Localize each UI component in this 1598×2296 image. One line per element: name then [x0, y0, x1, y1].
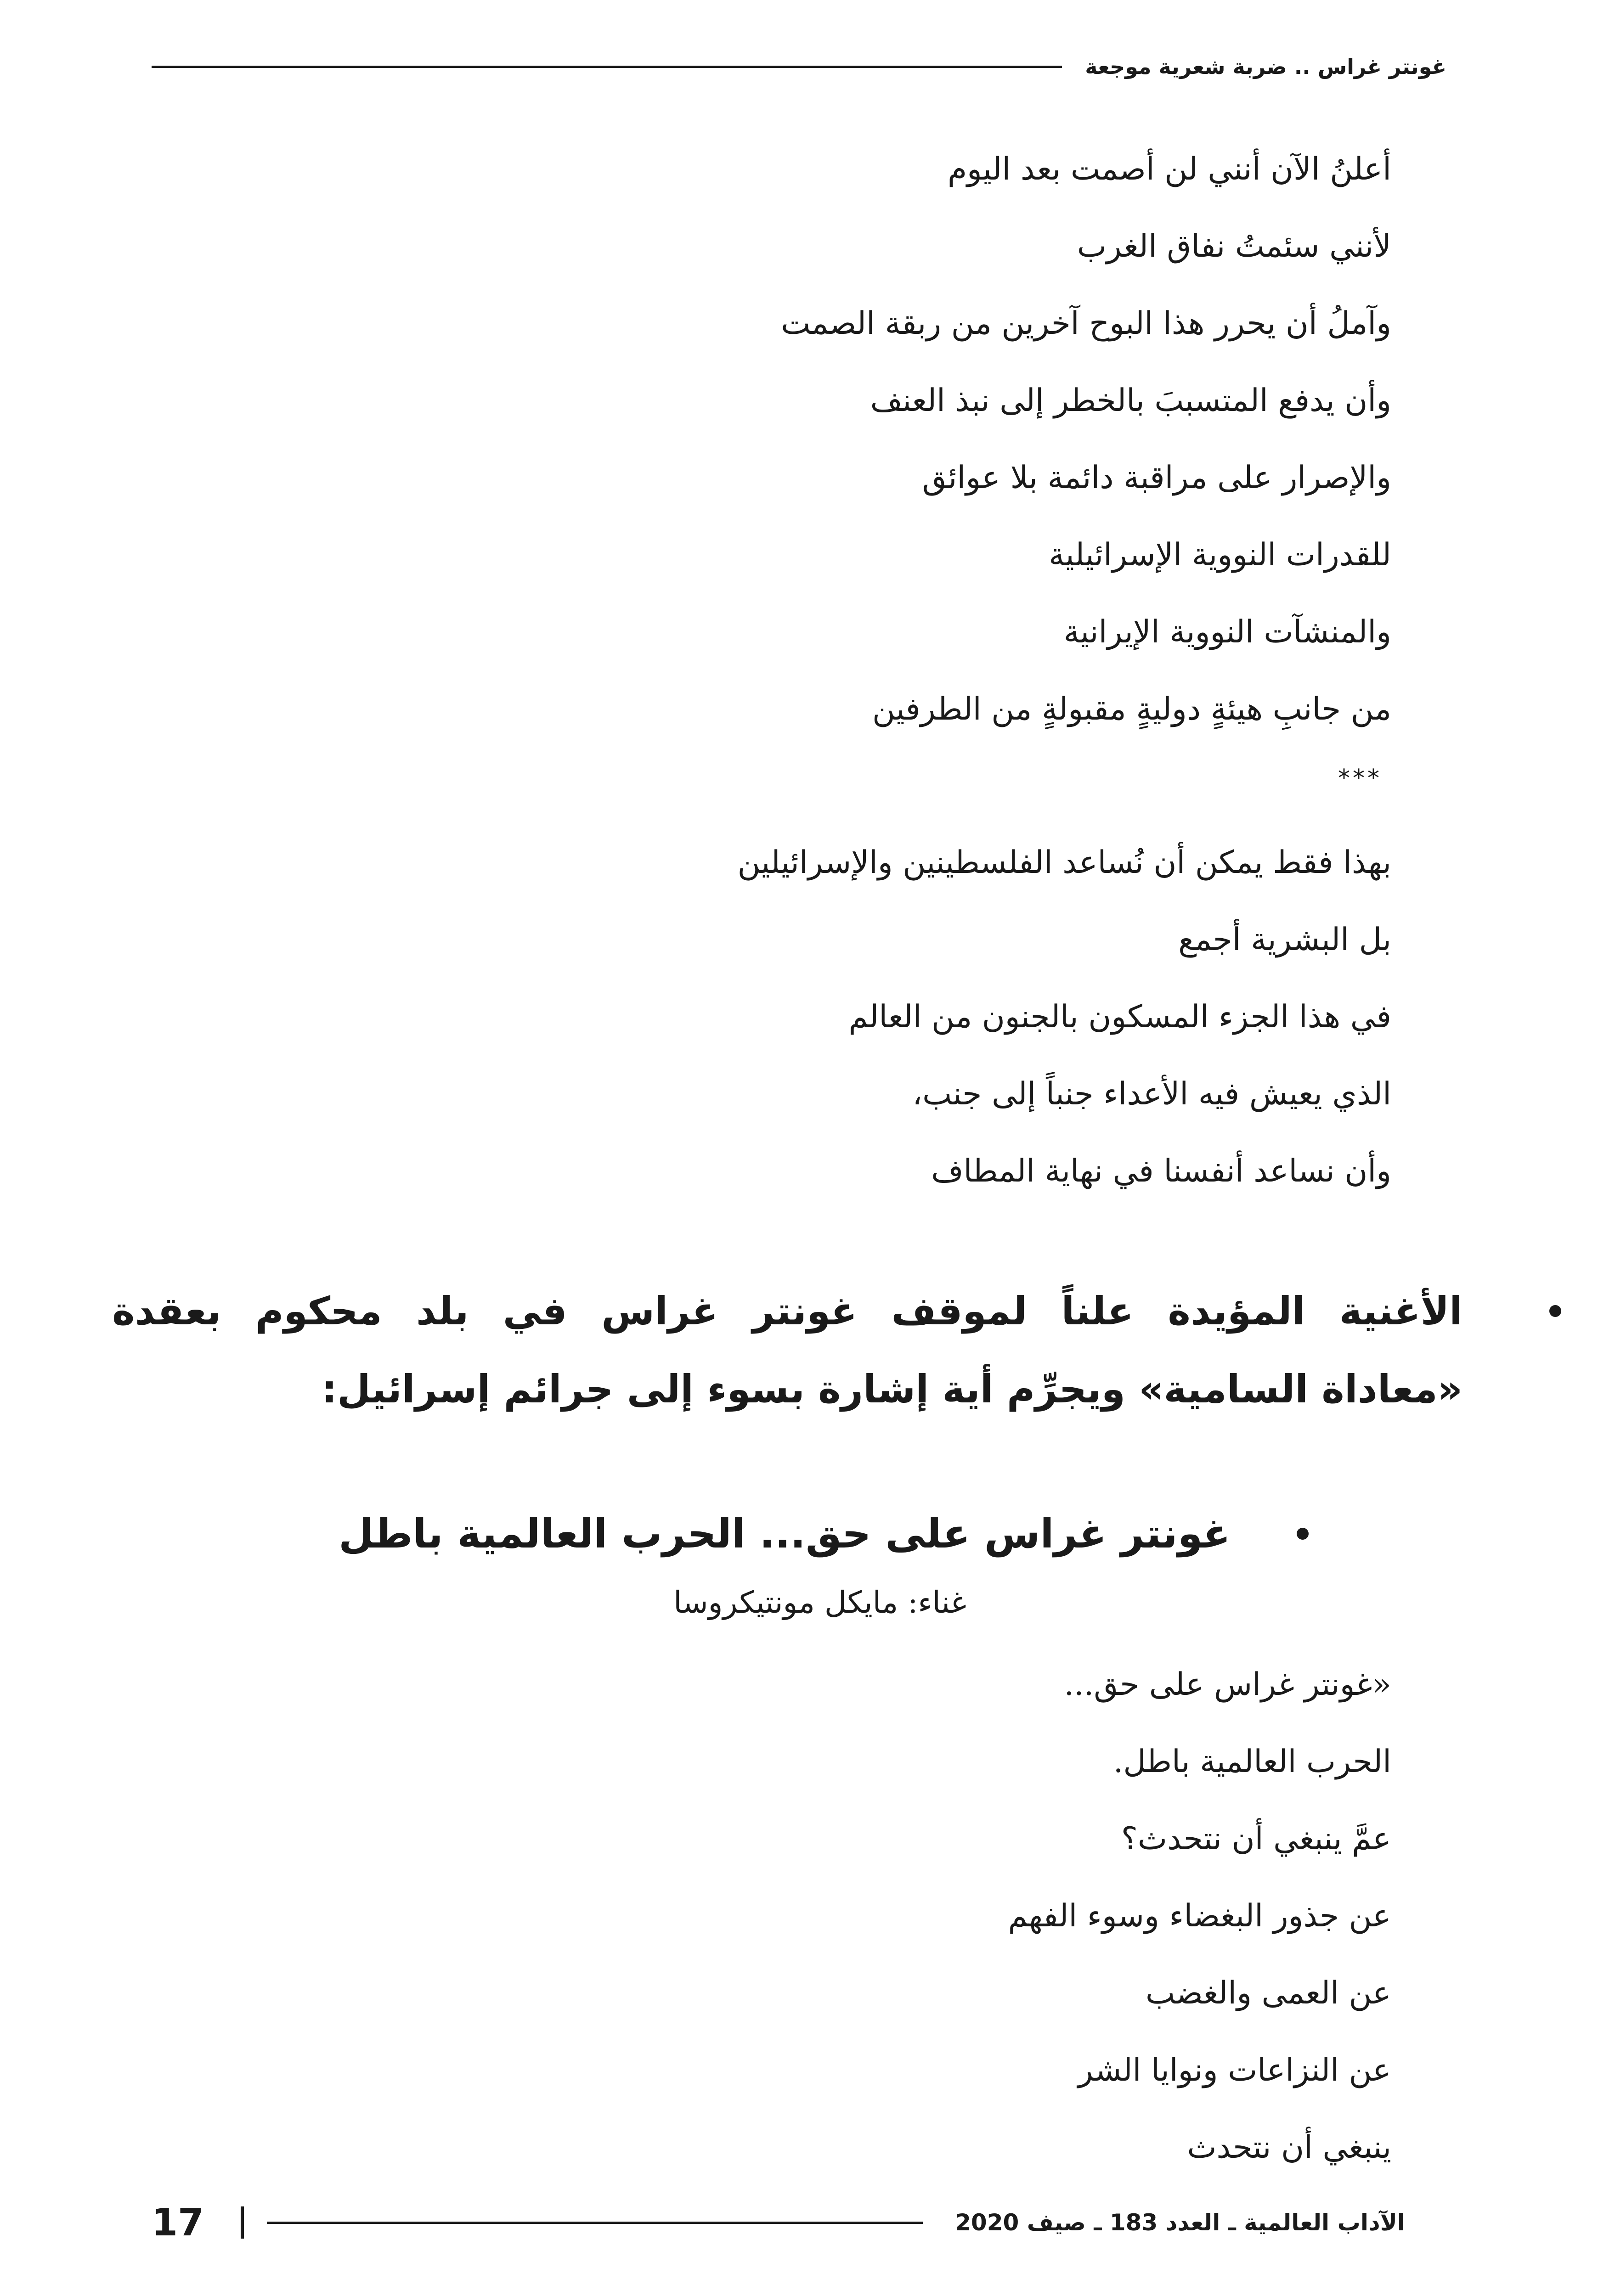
running-header — [152, 48, 1446, 85]
song-singer: غناء: مايكل مونتيكروسا — [673, 1585, 966, 1620]
heading-word: علناً — [1061, 1289, 1134, 1334]
lyric-line: ينبغي أن نتحدث — [1187, 2129, 1391, 2166]
poem-line: والمنشآت النووية الإيرانية — [1063, 614, 1391, 650]
poem-line: للقدرات النووية الإسرائيلية — [1049, 537, 1391, 573]
heading-word: غراس — [601, 1289, 718, 1334]
heading-word: المؤيدة — [1168, 1289, 1305, 1334]
lyric-line: عن النزاعات ونوايا الشر — [1078, 2052, 1391, 2088]
section-heading-line-2: «معاداة السامية» ويجرِّم أية إشارة بسوء إلى جرائم إسرائيل: — [322, 1367, 1462, 1412]
poem-line: بل البشرية أجمع — [1178, 922, 1391, 958]
lyric-line: «غونتر غراس على حق... — [1064, 1666, 1391, 1703]
heading-word: بعقدة — [112, 1289, 221, 1334]
poem-line: أعلنُ الآن أنني لن أصمت بعد اليوم — [947, 151, 1391, 187]
heading-word: الأغنية — [1339, 1289, 1462, 1334]
heading-word: غونتر — [752, 1289, 858, 1334]
page-footer — [152, 2200, 1405, 2245]
lyric-line: عمَّ ينبغي أن نتحدث؟ — [1121, 1821, 1391, 1857]
lyric-line: الحرب العالمية باطل. — [1113, 1744, 1391, 1780]
bullet-icon — [1549, 1305, 1561, 1317]
section-heading-line-1 — [112, 1272, 1462, 1350]
heading-word: بلد — [416, 1289, 469, 1334]
poem-line: بهذا فقط يمكن أن نُساعد الفلسطينين والإسرائيلين — [737, 844, 1391, 881]
stanza-separator: *** — [1338, 765, 1382, 792]
heading-word: في — [503, 1289, 567, 1334]
footer-rule — [267, 2222, 923, 2224]
page-number: 17 — [152, 2200, 204, 2245]
footer-separator — [241, 2206, 244, 2239]
lyric-line: عن جذور البغضاء وسوء الفهم — [1008, 1898, 1391, 1934]
song-lyrics — [197, 1646, 1391, 2186]
poem-line: من جانبِ هيئةٍ دوليةٍ مقبولةٍ من الطرفين — [872, 691, 1391, 727]
lyric-line: عن العمى والغضب — [1146, 1975, 1391, 2011]
poem-line: والإصرار على مراقبة دائمة بلا عوائق — [922, 460, 1391, 496]
running-title: غونتر غراس .. ضربة شعرية موجعة — [1085, 54, 1446, 79]
song-title-text: غونتر غراس على حق... الحرب العالمية باطل — [339, 1510, 1231, 1557]
heading-word: لموقف — [891, 1289, 1028, 1334]
poem-line: في هذا الجزء المسكون بالجنون من العالم — [848, 999, 1391, 1035]
bullet-icon — [1297, 1528, 1309, 1540]
poem-stanza-2 — [197, 824, 1391, 1210]
poem-line: وآملُ أن يحرر هذا البوح آخرين من ربقة الصمت — [781, 305, 1391, 342]
song-title — [339, 1499, 1231, 1568]
poem-line: لأنني سئمتُ نفاق الغرب — [1077, 228, 1391, 264]
header-rule — [152, 66, 1062, 68]
poem-line: الذي يعيش فيه الأعداء جنباً إلى جنب، — [912, 1076, 1391, 1112]
journal-info: الآداب العالمية ـ العدد 183 ـ صيف 2020 — [955, 2209, 1405, 2236]
section-heading — [112, 1272, 1462, 1428]
poem-line: وأن يدفع المتسببَ بالخطر إلى نبذ العنف — [870, 383, 1391, 419]
poem-stanza-1 — [197, 131, 1391, 748]
heading-word: محكوم — [255, 1289, 382, 1334]
poem-line: وأن نساعد أنفسنا في نهاية المطاف — [931, 1153, 1391, 1189]
